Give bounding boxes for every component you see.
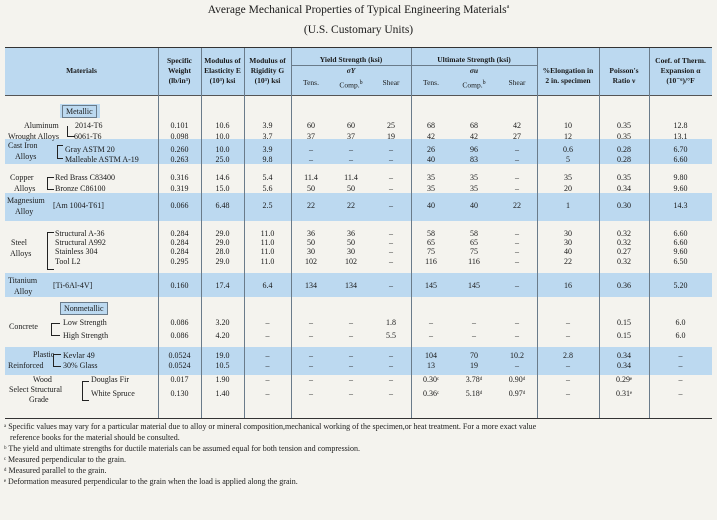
header-ultimate-group: Ultimate Strength (ksi) [437,55,511,64]
table-cell: 68 [470,121,478,130]
table-cell: 0.29ᵉ [615,375,633,384]
table-cell: – [472,318,476,327]
table-cell: – [515,173,519,182]
table-cell: 6.0 [675,331,686,340]
table-cell: – [472,331,476,340]
table-cell: 30 [307,247,315,256]
table-cell: 1.40 [215,389,230,398]
header-yield-group: Yield Strength (ksi) [319,55,383,64]
table-cell: 22 [513,201,521,210]
footnote-e: ᵉ Deformation measured perpendicular to the grain when the load is applied along the grain. [4,477,298,486]
group-aluminum-2: Wrought Alloys [8,132,60,141]
table-cell: – [389,145,393,154]
table-cell: – [349,145,353,154]
row-label: Low Strength [63,318,107,327]
table-cell: 0.36ᶜ [422,389,440,398]
group-wood-3: Grade [29,395,49,404]
table-cell: 0.263 [170,155,189,164]
table-cell: 0.97ᵈ [508,389,526,398]
table-cell: 6.4 [262,281,273,290]
table-cell: 116 [468,257,480,266]
table-cell: 19 [470,361,478,370]
table-cell: 9.8 [262,155,273,164]
table-cell: 50 [307,184,315,193]
table-cell: 0.30 [617,201,631,210]
table-cell: 6.50 [673,257,688,266]
table-cell: 0.017 [170,375,189,384]
group-steel-1: Steel [11,238,27,247]
table-cell: 28.0 [215,247,230,256]
table-cell: – [515,318,519,327]
group-cast-iron-2: Alloys [15,152,37,161]
group-copper-2: Alloys [14,184,36,193]
table-cell: 0.90ᵈ [508,375,526,384]
table-cell: – [678,389,683,398]
table-cell: – [515,229,519,238]
table-cell: – [265,318,270,327]
table-cell: 30 [347,247,355,256]
table-cell: 6.70 [673,145,688,154]
table-cell: 6.60 [673,229,688,238]
header-modulus-e: Modulus of Elasticity E (10³) ksi [204,56,241,85]
table-cell: 0.35 [617,121,631,130]
row-label: Malleable ASTM A-19 [65,155,139,164]
table-cell: 0.066 [170,201,189,210]
table-cell: 35 [470,184,478,193]
table-cell: 42 [470,132,478,141]
table-cell: 0.31ᵉ [615,389,633,398]
group-plastic-2: Reinforced [8,361,44,370]
table-cell: 11.4 [304,173,318,182]
row-label: White Spruce [91,389,135,398]
table-cell: 58 [470,229,478,238]
row-label: Kevlar 49 [63,351,95,360]
table-cell: 75 [470,247,478,256]
table-cell: 0.15 [617,318,631,327]
header-yield-comp: Comp.$^b$ [339,80,363,90]
table-cell: 0.28 [617,145,631,154]
table-cell: 0.34 [617,184,631,193]
table-cell: 5.4 [262,173,273,182]
table-cell: – [309,155,313,164]
table-cell: 6.48 [215,201,230,210]
table-cell: 0.316 [170,173,189,182]
group-titanium-2: Alloy [14,287,33,296]
table-cell: 65 [470,238,478,247]
table-cell: 96 [470,145,478,154]
row-label: Bronze C86100 [55,184,106,193]
table-cell: 9.60 [673,247,688,256]
table-cell: 3.7 [262,132,273,141]
table-cell: 0.32 [617,238,631,247]
header-poisson: Poisson's Ratio ν [609,66,639,85]
table-cell: 17.4 [215,281,230,290]
table-cell: – [515,331,519,340]
table-cell: 83 [470,155,478,164]
group-aluminum-1: Aluminum [24,121,59,130]
table-cell: 0.34 [617,361,631,370]
table-cell: – [515,145,519,154]
table-cell: 0.098 [170,132,189,141]
table-cell: 27 [513,132,521,141]
table-cell: – [389,184,393,193]
table-cell: 0.30ᶜ [422,375,440,384]
table-cell: 14.6 [215,173,230,182]
table-cell: – [566,331,570,340]
table-cell: – [389,257,393,266]
table-cell: 5.6 [262,184,273,193]
table-cell: 37 [307,132,315,141]
table-cell: – [265,389,270,398]
footnote-b: ᵇ The yield and ultimate strengths for ductile materials can be assumed equal for both tension and compression. [4,444,361,453]
table-cell: 0.160 [170,281,189,290]
table-cell: – [309,361,313,370]
table-cell: 30 [564,229,572,238]
table-cell: – [349,389,353,398]
row-label: Tool L2 [55,257,81,266]
table-cell: 70 [470,351,478,360]
header-ult-shear: Shear [508,78,526,87]
table-cell: – [349,155,353,164]
table-cell: – [515,238,519,247]
group-plastic-1: Plastic [33,350,55,359]
table-cell: – [349,351,353,360]
table-cell: 1.8 [386,318,396,327]
table-cell: 0.6 [563,145,573,154]
table-cell: 0.319 [170,184,189,193]
table-cell: – [309,389,313,398]
row-label: 6061-T6 [74,132,102,141]
table-cell: – [265,361,270,370]
table-cell: – [265,375,270,384]
table-cell: 6.0 [675,318,686,327]
table-cell: – [309,331,313,340]
section-nonmetallic: Nonmetallic [60,302,108,315]
table-cell: 25.0 [215,155,230,164]
table-cell: 50 [347,238,355,247]
header-ult-comp: Comp.$^b$ [462,80,486,90]
footnote-a: ᵃ Specific values may vary for a particular material due to alloy or mineral composition,mechanical working of the specimen,or heat treatment. For a more exact value [4,422,537,431]
group-wood-1: Wood [33,375,52,384]
table-cell: 0.086 [170,331,189,340]
table-cell: 0.130 [170,389,189,398]
table-cell: – [566,361,570,370]
header-materials: Materials [66,66,97,75]
table-cell: 0.35 [617,132,631,141]
table-cell: – [678,361,683,370]
table-cell: – [389,351,393,360]
table-cell: 42 [427,132,435,141]
row-label: Stainless 304 [55,247,98,256]
table-cell: 0.35 [617,173,631,182]
table-cell: 65 [427,238,435,247]
row-label: 2014-T6 [75,121,103,130]
table-cell: 145 [425,281,437,290]
row-label: [Am 1004-T61] [53,201,104,210]
table-cell: 11.0 [260,257,275,266]
group-titanium-1: Titanium [8,276,38,285]
table-cell: 29.0 [215,257,230,266]
table-cell: – [265,331,270,340]
table-cell: 22 [564,257,572,266]
table-cell: 0.260 [170,145,189,154]
table-cell: 1 [566,201,570,210]
table-cell: 0.15 [617,331,631,340]
table-cell: 15.0 [215,184,230,193]
table-cell: – [389,247,393,256]
section-metallic: Metallic [62,105,97,118]
group-concrete: Concrete [9,322,38,331]
properties-table [5,47,712,419]
table-cell: 0.36 [617,281,631,290]
table-cell: 116 [425,257,437,266]
row-label: Structural A992 [55,238,106,247]
table-cell: 29.0 [215,229,230,238]
table-cell: 4.20 [215,331,230,340]
table-cell: 40 [427,155,435,164]
table-cell: – [429,331,433,340]
table-cell: 22 [307,201,315,210]
table-cell: 11.0 [260,238,275,247]
table-cell: 22 [347,201,355,210]
table-cell: 36 [347,229,355,238]
table-cell: 35 [427,184,435,193]
header-modulus-g: Modulus of Rigidity G (10³) ksi [249,56,286,85]
table-cell: – [349,375,353,384]
table-cell: 60 [347,121,355,130]
table-cell: – [515,361,519,370]
table-cell: 9.80 [673,173,688,182]
table-cell: 1.90 [215,375,230,384]
table-cell: – [566,389,570,398]
table-cell: – [515,257,519,266]
page-subtitle: (U.S. Customary Units) [303,24,414,36]
row-label: 30% Glass [63,361,98,370]
footnote-c: ᶜ Measured perpendicular to the grain. [4,455,126,464]
table-cell: 5.20 [673,281,688,290]
table-cell: – [566,375,570,384]
table-cell: 0.284 [170,229,189,238]
table-cell: 12 [564,132,572,141]
table-cell: 0.284 [170,238,189,247]
table-cell: 30 [564,238,572,247]
table-cell: 0.0524 [168,351,191,360]
table-cell: – [566,318,570,327]
table-cell: – [515,184,519,193]
table-cell: 29.0 [215,238,230,247]
header-elongation: %Elongation in 2 in. specimen [542,66,594,85]
table-cell: – [678,351,683,360]
table-cell: 40 [470,201,478,210]
table-cell: 11.4 [344,173,358,182]
table-cell: – [389,201,393,210]
table-cell: – [389,173,393,182]
header-thermal: Coef. of Therm. Expansion α (10⁻⁶)/°F [655,56,706,85]
table-cell: 0.34 [617,351,631,360]
table-cell: 75 [427,247,435,256]
row-label: Structural A-36 [55,229,105,238]
table-cell: 102 [305,257,317,266]
table-cell: – [349,318,353,327]
table-cell: 2.5 [262,201,273,210]
table-cell: 0.28 [617,155,631,164]
table-cell: 10.0 [215,145,230,154]
row-label: Red Brass C83400 [55,173,115,182]
footnote-a-cont: reference books for the material should be consulted. [10,433,180,442]
table-cell: – [265,351,270,360]
table-cell: 11.0 [260,247,275,256]
table-cell: 5.18ᵈ [465,389,483,398]
table-cell: 10.6 [215,121,230,130]
header-yield-sigma: σY [346,66,356,75]
table-cell: 134 [345,281,357,290]
header-ultimate-sigma: σu [469,66,479,75]
table-cell: 10 [564,121,572,130]
table-cell: – [429,318,433,327]
table-cell: 104 [425,351,437,360]
table-cell: 145 [468,281,480,290]
table-cell: 25 [387,121,395,130]
table-cell: 14.3 [673,201,688,210]
table-cell: 10.2 [510,351,524,360]
table-cell: 35 [470,173,478,182]
table-cell: 68 [427,121,435,130]
table-cell: 3.78ᵈ [465,375,483,384]
table-cell: 26 [427,145,435,154]
table-cell: – [389,375,393,384]
table-cell: 19 [387,132,395,141]
table-cell: 3.20 [215,318,230,327]
table-cell: 16 [564,281,572,290]
footnotes [4,421,712,487]
table-cell: 50 [347,184,355,193]
table-cell: 10.5 [215,361,230,370]
header-yield-shear: Shear [382,78,400,87]
header-ult-tens: Tens. [423,78,439,87]
table-cell: – [309,375,313,384]
table-cell: 11.0 [260,229,275,238]
table-cell: 102 [345,257,357,266]
table-cell: – [515,155,519,164]
table-cell: 0.295 [170,257,189,266]
table-cell: 3.9 [262,121,273,130]
table-cell: 0.32 [617,229,631,238]
table-cell: 37 [347,132,355,141]
table-cell: – [349,331,353,340]
table-cell: 5 [566,155,570,164]
header-specific-weight: Specific Weight (lb/in³) [167,56,192,85]
group-cast-iron-1: Cast Iron [8,141,38,150]
table-cell: 40 [564,247,572,256]
group-magnesium-2: Alloy [15,207,34,216]
table-cell: 134 [305,281,317,290]
table-cell: – [515,281,519,290]
table-cell: 35 [427,173,435,182]
table-cell: – [678,375,683,384]
table-cell: 0.0524 [168,361,191,370]
table-cell: – [389,229,393,238]
group-magnesium-1: Magnesium [7,196,45,205]
table-cell: 60 [307,121,315,130]
table-cell: 0.284 [170,247,189,256]
row-label: High Strength [63,331,109,340]
table-cell: 42 [513,121,521,130]
row-label: Douglas Fir [91,375,129,384]
table-cell: 13.1 [673,132,688,141]
table-cell: 40 [427,201,435,210]
table-cell: 50 [307,238,315,247]
table-cell: – [389,238,393,247]
group-copper-1: Copper [10,173,34,182]
table-cell: 19.0 [215,351,230,360]
table-cell: 13 [427,361,435,370]
group-steel-2: Alloys [10,249,32,258]
table-cell: 2.8 [563,351,573,360]
table-cell: 0.32 [617,257,631,266]
table-cell: 5.5 [386,331,396,340]
table-cell: – [389,361,393,370]
header-yield-tens: Tens. [303,78,319,87]
table-cell: 6.60 [673,155,688,164]
table-cell: – [349,361,353,370]
row-label: [Ti-6Al-4V] [53,281,93,290]
table-cell: 0.101 [170,121,189,130]
table-cell: – [309,351,313,360]
table-cell: 0.27 [617,247,631,256]
table-cell: 0.086 [170,318,189,327]
table-cell: – [389,389,393,398]
table-cell: – [309,318,313,327]
group-wood-2: Select Structural [9,385,63,394]
table-cell: 10.0 [215,132,230,141]
table-cell: 58 [427,229,435,238]
table-cell: 36 [307,229,315,238]
table-cell: 3.9 [262,145,273,154]
footnote-d: ᵈ Measured parallel to the grain. [4,466,107,475]
table-cell: 6.60 [673,238,688,247]
table-cell: – [389,155,393,164]
table-cell: – [309,145,313,154]
table-cell: 35 [564,173,572,182]
page-title: Average Mechanical Properties of Typical Engineering Materials$^a$ [207,4,510,16]
table-cell: – [515,247,519,256]
row-label: Gray ASTM 20 [65,145,115,154]
table-cell: 9.60 [673,184,688,193]
table-cell: – [389,281,393,290]
table-cell: 20 [564,184,572,193]
table-cell: 12.8 [673,121,688,130]
